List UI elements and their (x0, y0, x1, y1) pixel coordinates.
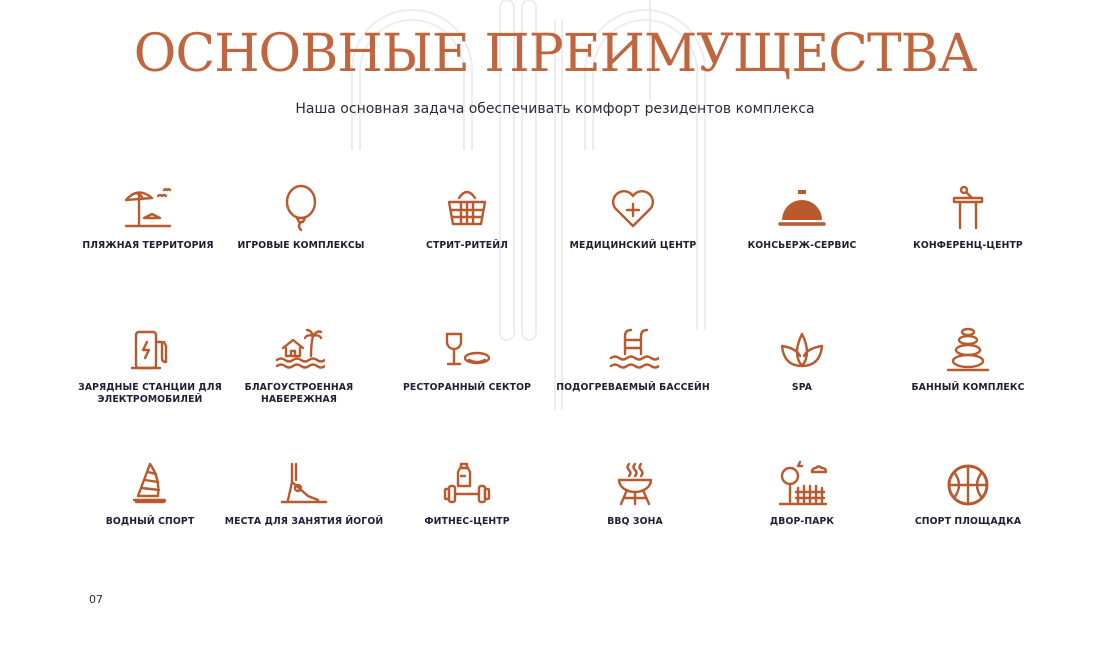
page-subtitle: Наша основная задача обеспечивать комфорт резидентов комплекса (295, 101, 815, 117)
page-title: ОСНОВНЫЕ ПРЕИМУЩЕСТВА (133, 24, 977, 84)
feature-concierge (722, 184, 882, 252)
feature-beach (68, 184, 228, 252)
feature-label: МЕСТА ДЛЯ ЗАНЯТИЯ ЙОГОЙ (224, 516, 384, 527)
waterfront-house-icon (273, 326, 325, 376)
stacked-stones-icon (942, 326, 994, 376)
feature-label: БАННЫЙ КОМПЛЕКС (911, 382, 1025, 393)
dumbbell-bottle-icon (441, 460, 493, 510)
page-number: 07 (89, 593, 103, 606)
feature-label: SPA (791, 382, 813, 393)
feature-label: ДВОР-ПАРК (769, 516, 835, 527)
shopping-basket-icon (441, 184, 493, 234)
feature-label: ЗАРЯДНЫЕ СТАНЦИИ ДЛЯ ЭЛЕКТРОМОБИЛЕЙ (78, 382, 222, 405)
feature-label: ПОДОГРЕВАЕМЫЙ БАССЕЙН (556, 382, 710, 393)
feature-playgrounds (221, 184, 381, 252)
feature-medical (553, 184, 713, 252)
feature-label: ПЛЯЖНАЯ ТЕРРИТОРИЯ (82, 240, 214, 251)
feature-yoga (224, 460, 384, 528)
feature-pool (553, 326, 713, 394)
lotus-icon (776, 326, 828, 376)
feature-label: КОНФЕРЕНЦ-ЦЕНТР (913, 240, 1023, 251)
yoga-pose-icon (278, 460, 330, 510)
feature-label: РЕСТОРАННЫЙ СЕКТОР (402, 382, 532, 393)
windsurf-sail-icon (124, 460, 176, 510)
feature-label: СПОРТ ПЛОЩАДКА (914, 516, 1022, 527)
podium-microphone-icon (942, 184, 994, 234)
medical-heart-icon (607, 184, 659, 234)
feature-label: СТРИТ-РИТЕЙЛ (426, 240, 508, 251)
pool-ladder-icon (607, 326, 659, 376)
feature-fitness (387, 460, 547, 528)
beach-umbrella-icon (122, 184, 174, 234)
ev-charger-icon (124, 326, 176, 376)
balloon-icon (275, 184, 327, 234)
feature-label: МЕДИЦИНСКИЙ ЦЕНТР (569, 240, 697, 251)
feature-bbq (555, 460, 715, 528)
feature-embankment (219, 326, 379, 406)
bbq-grill-icon (609, 460, 661, 510)
feature-sports-ground (888, 460, 1048, 528)
service-bell-icon (776, 184, 828, 234)
feature-conference (888, 184, 1048, 252)
feature-label: БЛАГОУСТРОЕННАЯ НАБЕРЕЖНАЯ (244, 382, 354, 405)
feature-label: ВОДНЫЙ СПОРТ (105, 516, 195, 527)
feature-label: BBQ ЗОНА (607, 516, 663, 527)
tree-fence-icon (776, 460, 828, 510)
feature-water-sports (70, 460, 230, 528)
basketball-icon (942, 460, 994, 510)
feature-restaurant (387, 326, 547, 394)
feature-bathhouse (888, 326, 1048, 394)
feature-ev-charging (70, 326, 230, 406)
feature-spa (722, 326, 882, 394)
feature-label: ИГРОВЫЕ КОМПЛЕКСЫ (237, 240, 365, 251)
wine-glass-plate-icon (441, 326, 493, 376)
feature-label: КОНСЬЕРЖ-СЕРВИС (747, 240, 857, 251)
feature-retail (387, 184, 547, 252)
feature-park (722, 460, 882, 528)
feature-label: ФИТНЕС-ЦЕНТР (424, 516, 510, 527)
